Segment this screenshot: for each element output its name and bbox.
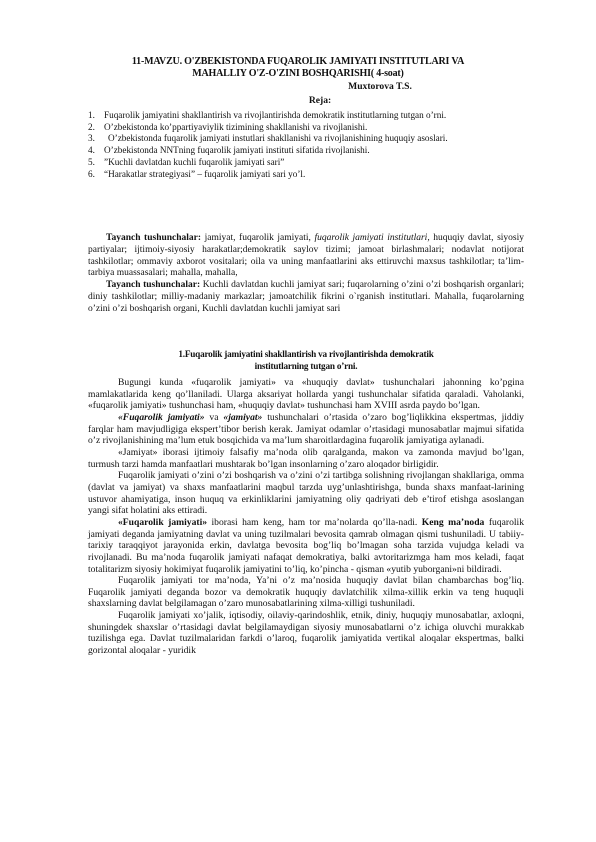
plan-item-text: O’zbekistonda fuqarolik jamiyati instutlari shakllanishi va rivojlanishining huquqiy asoslari. [108,133,448,144]
paragraph: Fuqarolik jamiyati tor ma’noda, Ya’ni o’z ma’nosida huquqiy davlat bilan chambarchas bog’liq. Fuqarolik jamiyati deganda bozor va demokratik huquqiy davlatchilik xilma-xillik erkin va teng huquqli shaxslarning davlat belgilamagan o’zaro munosabatlarining xilma-xilligi tushuniladi. [88,575,524,610]
keywords-paragraph-2 [88,280,524,315]
keywords-text: Kuchli davlatdan kuchli jamiyat sari; fuqarolarning o’zini o’zi boshqarish organlari; diniy tashkilotlar; milliy-madaniy markazlar; jamoatchilik fikrini o`rganish institutlari. Mahalla, fuqarolarning o’zini o’zi boshqarish organi, Kuchli davlatdan kuchli jamiyat sari [88,280,524,314]
plan-item [88,122,528,134]
plan-item-number: 6. [88,168,95,179]
section-heading-line-1: 1.Fuqarolik jamiyatini shakllantirish va rivojlantirishda demokratik [178,349,434,359]
plan-item-text: O’zbekistonda NNTning fuqarolik jamiyati instituti sifatida rivojlanishi. [104,145,370,156]
plan-list [88,110,528,180]
section-heading [88,349,524,372]
page-title [60,56,536,80]
keywords-label: Tayanch tushunchalar: [106,233,202,243]
keywords-paragraph-1 [88,233,524,280]
keywords-label: Tayanch tushunchalar: [106,280,201,290]
plan-item-number: 4. [88,145,95,156]
plan-item [88,157,528,169]
plan-item [88,145,528,157]
keywords-text: jamiyat, fuqarolik jamiyati, [201,233,315,243]
plan-item [88,169,528,181]
paragraph: «Jamiyat» iborasi ijtimoiy falsafiy ma’noda olib qaralganda, makon va zamonda mavjud bo’lgan, turmush tarzi hamda manfaatlari mushtarak bo’lgan insonlarning o’zaro aloqador birligidir. [88,446,524,470]
plan-item-number: 3. [88,133,95,144]
paragraph [88,412,524,447]
plan-item [88,110,528,122]
paragraph [88,517,524,575]
section-heading-line-2: institutlarning tutgan o’rni. [254,360,358,371]
paragraph: Fuqarolik jamiyati xo’jalik, iqtisodiy, oilaviy-qarindoshlik, etnik, diniy, huquqiy munosabatlar, axloqni, shuningdek shaxslar o’rtasidagi davlat belgilamaydigan siyosiy munosabatlarni o’z ichiga oluvchi murakkab tuzilishga ega. Davlat tuzilmalaridan farkdi o’laroq, fuqarolik jamiyatida vertikal aloqalar ekspertmas, balki gorizontal aloqalar - yuridik [88,610,524,657]
term-italic: «jamiyat» [223,411,263,423]
plan-item-text: “Harakatlar strategiyasi” – fuqarolik jamiyati sari yo’l. [104,168,306,179]
paragraph-text: fuqarolik jamiyati deganda jamiyatning davlat va uning tuzilmalari bevosita qamrab olmagan qismi tushuniladi. U tabiiy-tarixiy taraqqiyot jarayonida erkin, davlatga bevosita bog’liq bo’lmagan soha tarzida vujudga keladi va rivojlanadi. Bu ma’noda fuqarolik jamiyati nafaqat demokratiya, balki avtoritarizmga ham mos keladi, faqat totalitarizm siyosiy hokimiyat fuqarolik jamiyatini to’liq, ko’pincha - qisman «yutib yuborgani»ni bildiradi. [88,516,524,575]
plan-item-text: ”Kuchli davlatdan kuchli fuqarolik jamiyati sari” [104,156,285,167]
title-line-2: MAHALLIY O'Z-O'ZINI BOSHQARISHI( 4-soat) [192,68,404,79]
plan-item-number: 5. [88,156,95,167]
plan-item [88,133,528,145]
keywords-italic-text: fuqarolik jamiyati institutlari, [314,233,430,243]
term-italic: «Fuqarolik jamiyati» [118,411,205,423]
paragraph-text: iborasi ham keng, ham tor ma’nolarda qo’lla-nadi. [207,516,422,528]
paragraph: Bugungi kunda «fuqarolik jamiyati» va «huquqiy davlat» tushunchalari jahonning ko’pgina mamlakatlarida keng qo’llaniladi. Ularga aksariyat hollarda yangi tushunchalar sifatida qaraladi. Vaholanki, «fuqarolik jamiyati» tushunchasi ham, «huquqiy davlat» tushunchasi ham XVIII asrda paydo bo’lgan. [88,377,524,412]
title-line-1: 11-MAVZU. O'ZBEKISTONDA FUQAROLIK JAMIYATI INSTITUTLARI VA [131,56,465,67]
plan-heading: Reja: [308,95,332,106]
keywords-text: huquqiy davlat, siyosiy partiyalar; ijtimoiy-siyosiy harakatlar;demokratik saylov tizimi; jamoat birlashmalari; nodavlat notijorat tashkilotlar; ommaviy axborot vositalari; oila va uning manfaatlarini aks ettiruvchi maxsus tashkilotlar; ta’lim-tarbiya muassasalari; mahalla, mahalla, [88,233,525,279]
plan-item-text: O’zbekistonda ko’ppartiyaviylik tizimining shakllanishi va rivojlanishi. [104,121,368,132]
plan-item-number: 1. [88,110,95,120]
paragraph: Fuqarolik jamiyati o’zini o’zi boshqarish va o’zini o’zi tartibga solishning rivojlangan shakllariga, omma (davlat va jamiyat) va shaxs manfaatlarini maqbul tarzda uyg’unlashtirishga, bunda shaxs manfaat-larining ustuvor ahamiyatiga, inson huquq va erkinliklarini jamiyatning oliy qadriyati deb e’tirof etishga asoslangan yangi sifat holatini aks ettiradi. [88,470,524,517]
plan-item-number: 2. [88,121,95,132]
author-name: Muxtorova T.S. [348,81,412,92]
paragraph-text: va [204,411,224,423]
paragraph-text: tushunchalari o’rtasida o’zaro bog’liqlikkina ekspertmas, jiddiy farqlar ham mavjudligiga ekspert’tibor berish kerak. Jamiyat odamlar o’rtasidagi munosabatlar majmui sifatida o’z rivojlanishining ma’lum etuk bosqichida va ma’lum sharoitlardagina fuqarolik jamiyatiga aylanadi. [88,411,524,447]
body-text [88,377,524,657]
plan-item-text: Fuqarolik jamiyatini shakllantirish va rivojlantirishda demokratik institutlarning tutgan o’rni. [104,110,447,120]
term-bold: «Fuqarolik jamiyati» [118,516,208,528]
term-bold: Keng ma’noda [421,516,485,528]
